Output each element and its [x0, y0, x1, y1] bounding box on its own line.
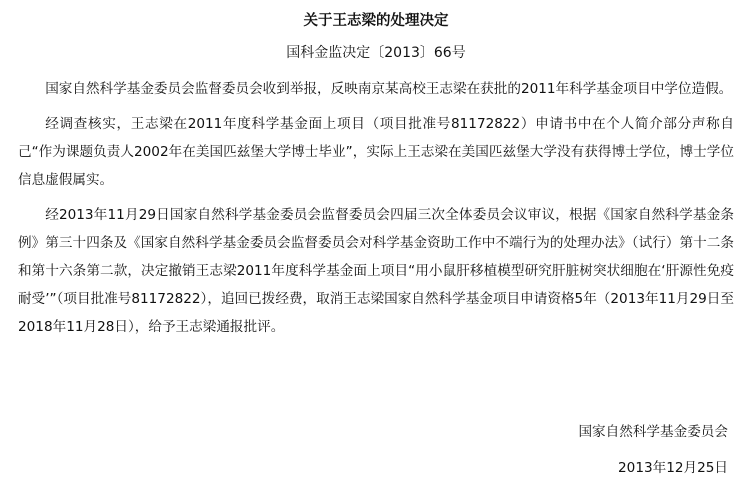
paragraph-decision: 经2013年11月29日国家自然科学基金委员会监督委员会四届三次全体委员会议审议，根据《国家自然科学基金条例》第三十四条及《国家自然科学基金委员会监督委员会对科学基金资助工作中不端行为的处理办法》（试行）第十二条和第十六条第二款，决定撤销王志梁2011年度科学基金面上项目“用小鼠肝移植模型研究肝脏树突状细胞在‘肝源性免疫耐受’”（项目批准号81172822），追回已拨经费，取消王志梁国家自然科学基金项目申请资格5年（2013年11月29日至2018年11月28日），给予王志梁通报批评。 — [18, 207, 734, 335]
document-title: 关于王志梁的处理决定 — [303, 13, 449, 29]
issue-date: 2013年12月25日 — [618, 460, 728, 476]
paragraph-report: 国家自然科学基金委员会监督委员会收到举报，反映南京某高校王志梁在获批的2011年科学基金项目中学位造假。 — [45, 81, 733, 97]
document-number: 国科金监决定〔2013〕66号 — [286, 45, 466, 61]
paragraph-investigation: 经调查核实，王志梁在2011年度科学基金面上项目（项目批准号81172822）申请书中在个人简介部分声称自己“作为课题负责人2002年在美国匹兹堡大学博士毕业”，实际上王志梁在美国匹兹堡大学没有获得博士学位，博士学位信息虚假属实。 — [18, 116, 734, 188]
issuer-signature: 国家自然科学基金委员会 — [578, 424, 728, 440]
